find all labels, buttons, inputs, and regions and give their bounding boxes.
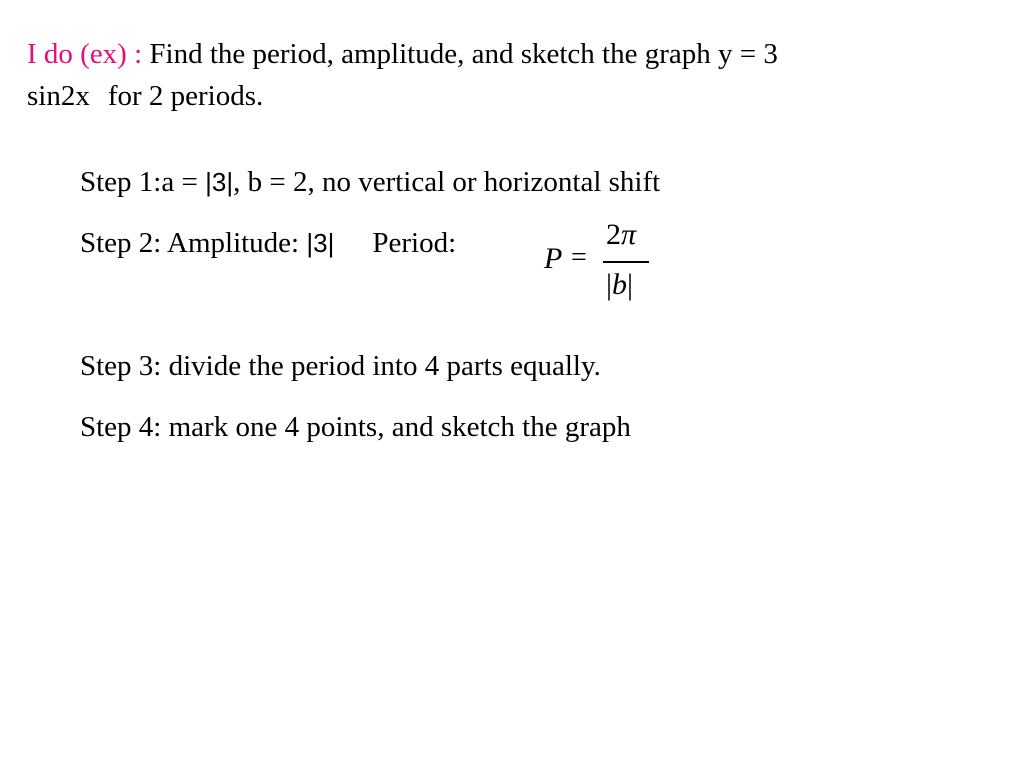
example-label: I do (ex) : <box>27 38 143 70</box>
example-prompt <box>27 33 987 117</box>
step-2-prefix: Step 2: Amplitude: <box>80 227 307 259</box>
prompt-line-1: Find the period, amplitude, and sketch the graph y = 3 <box>149 38 778 70</box>
step-4: Step 4: mark one 4 points, and sketch the graph <box>80 411 631 443</box>
period-formula <box>542 218 652 314</box>
step-3: Step 3: divide the period into 4 parts equally. <box>80 350 601 382</box>
formula-lhs: P <box>544 242 563 275</box>
pi-symbol: π <box>621 218 637 251</box>
prompt-expression: sin2x <box>27 80 90 112</box>
denominator-var: b <box>612 268 628 301</box>
denominator-right-bar: | <box>627 268 634 301</box>
step-1 <box>80 165 660 199</box>
step-2-value: 3 <box>313 228 328 258</box>
step-1-prefix: Step 1:a = <box>80 166 206 198</box>
abs-bar-right: | <box>327 228 335 258</box>
prompt-line-2: for 2 periods. <box>107 80 264 112</box>
abs-bar-right: | <box>226 167 234 197</box>
abs-bar-left: | <box>306 228 314 258</box>
denominator-left-bar: | <box>606 268 613 301</box>
step-2 <box>80 226 456 260</box>
formula-equals: = <box>571 242 587 273</box>
abs-bar-left: | <box>205 167 212 197</box>
step-1-rest: , b = 2, no vertical or horizontal shift <box>233 166 661 198</box>
formula-numerator <box>606 218 636 252</box>
formula-denominator <box>606 268 633 302</box>
numerator-coef: 2 <box>606 218 621 251</box>
fraction-bar <box>603 261 649 263</box>
period-label: Period: <box>372 227 457 259</box>
step-1-value: 3 <box>211 167 227 197</box>
